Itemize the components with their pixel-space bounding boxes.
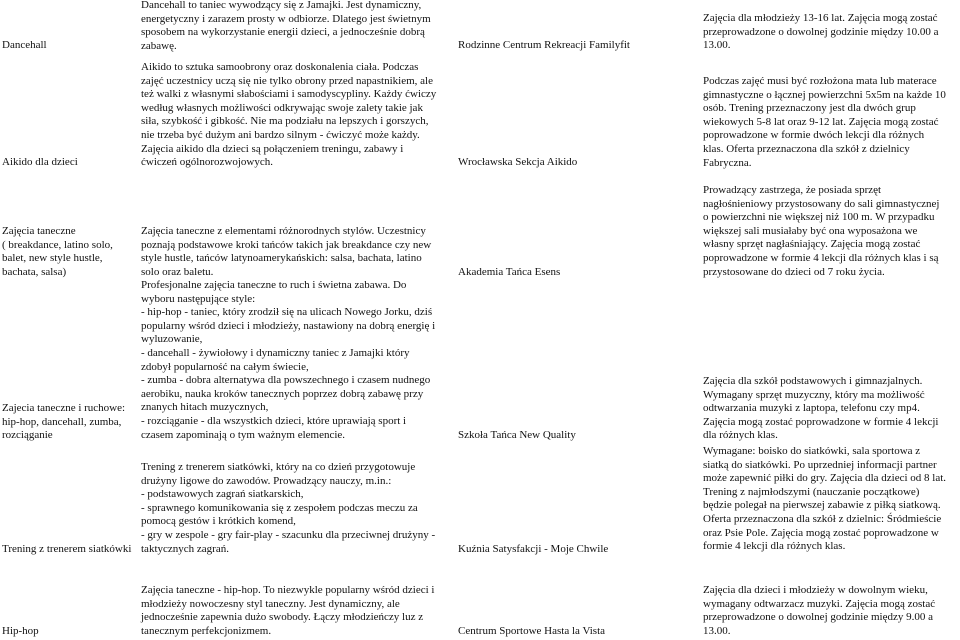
row-1-organizer: Rodzinne Centrum Rekreacji Familyfit	[458, 39, 630, 51]
row-4-organizer: Szkoła Tańca New Quality	[458, 429, 576, 441]
row-6-notes: Zajęcia dla dzieci i młodzieży w dowolnym wieku, wymagany odtwarzacz muzyki. Zajęcia mogą zostać przeprowadzone o dowolnej godzinie między 9.00 a 13.00.	[703, 584, 936, 637]
row-6-organizer: Centrum Sportowe Hasta la Vista	[458, 625, 606, 637]
row-2-organizer: Wrocławska Sekcja Aikido	[458, 156, 578, 168]
row-2-notes: Podczas zajęć musi być rozłożona mata lub materace gimnastyczne o łącznej powierzchni 5x5m na każde 10 osób. Trening przeznaczony jest dla dwóch grup wiekowych 5-8 lat oraz 9-12 lat. Zajęcia mogą zostać poprowadzone w formie dwóch lekcji dla różnych klas. Oferta przeznaczona dla szkół z dzielnicy Fabryczna.	[703, 75, 946, 169]
row-3-notes: Prowadzący zastrzega, że posiada sprzęt nagłośnieniowy przystosowany do sali gimnastycznej o powierzchni nie większej niż 100 m. W przypadku większej sali musiałaby być ona wyposażona we własny sprzęt nagłaśniający. Zajęcia mogą zostać poprowadzone w formie 4 lekcji dla różnych klas i są przystosowane do dzieci od 7 roku życia.	[703, 184, 940, 278]
row-1-description: Dancehall to taniec wywodzący się z Jamajki. Jest dynamiczny, energetyczny i zarazem prosty w odbiorze. Dlatego jest świetnym sposobem na wykorzystanie energii dzieci, a jednocześnie dobrą zabawę.	[141, 0, 431, 52]
row-5-description: Trening z trenerem siatkówki, który na co dzień przygotowuje drużyny ligowe do zawodów. Prowadzący nauczy, m.in.: - podstawowych zagrań siatkarskich, - sprawnego komunikowania się z zespołem podczas meczu za pomocą gestów i krótkich komend, - gry w zespole - gry fair-play - szacunku dla przeciwnej drużyny - taktycznych zagrań.	[141, 461, 436, 555]
row-4-activity: Zajecia taneczne i ruchowe: hip-hop, dancehall, zumba, rozciąganie	[2, 402, 126, 442]
row-4-notes: Zajęcia dla szkół podstawowych i gimnazjalnych. Wymagany sprzęt muzyczny, który ma możliwość odtwarzania muzyki z laptopa, telefonu czy mp4. Zajęcia mogą zostać poprowadzone w formie 4 lekcji dla różnych klas.	[703, 375, 939, 442]
row-3-activity: Zajęcia taneczne ( breakdance, latino solo, balet, new style hustle, bachata, salsa)	[2, 225, 113, 278]
row-5-notes: Wymagane: boisko do siatkówki, sala sportowa z siatką do siatkówki. Po uprzedniej informacji partner może zapewnić piłki do gry. Zajęcia dla dzieci od 8 lat. Trening z najmłodszymi (nauczanie początkowe) będzie polegał na pierwszej zabawie z piłką siatkową. Oferta przeznaczona dla szkół z dzielnic: Śródmieście oraz Psie Pole. Zajęcia mogą zostać poprowadzone w formie 4 lekcji dla różnych klas.	[703, 445, 947, 553]
row-2-activity: Aikido dla dzieci	[2, 156, 78, 168]
row-6-description: Zajęcia taneczne - hip-hop. To niezwykle popularny wśród dzieci i młodzieży nowoczesny styl taneczny. Jest dynamiczny, ale jednocześnie zapewnia dużo swobody. Łączy młodzieńczy luz z tanecznym perfekcjonizmem.	[141, 584, 435, 637]
row-5-organizer: Kuźnia Satysfakcji - Moje Chwile	[458, 543, 609, 555]
row-3-description: Zajęcia taneczne z elementami różnorodnych stylów. Uczestnicy poznają podstawowe kroki tańców takich jak breakdance czy new style hustle, tańców latynoamerykańskich: salsa, bachata, latino solo oraz baletu.	[141, 225, 432, 278]
row-6-activity: Hip-hop	[2, 625, 39, 637]
row-1-notes: Zajęcia dla młodzieży 13-16 lat. Zajęcia mogą zostać przeprowadzone o dowolnej godzinie między 10.00 a 13.00.	[703, 12, 939, 52]
row-4-description: Profesjonalne zajęcia taneczne to ruch i świetna zabawa. Do wyboru następujące style: - hip-hop - taniec, który zrodził się na ulicach Nowego Jorku, dziś popularny wśród dzieci i młodzieży, nastawiony na dobrą energię i wyluzowanie, - dancehall - żywiołowy i dynamiczny taniec z Jamajki który zdobył popularność na całym świecie, - zumba - dobra alternatywa dla powszechnego i czasem nudnego aerobiku, nauka kroków tanecznych poprzez dobrą zabawę przy znanych hitach muzycznych, - rozciąganie - dla wszystkich dzieci, które uprawiają sport i czasem zapominają o tym ważnym elemencie.	[141, 279, 436, 441]
row-5-activity: Trening z trenerem siatkówki	[2, 543, 132, 555]
row-1-activity: Dancehall	[2, 39, 47, 51]
row-3-organizer: Akademia Tańca Esens	[458, 266, 561, 278]
row-2-description: Aikido to sztuka samoobrony oraz doskonalenia ciała. Podczas zajęć uczestnicy uczą się nie tylko obrony przed napastnikiem, ale też walki z własnymi słabościami i samodyscypliny. Każdy ćwiczy według własnych możliwości odkrywając swoje zalety takie jak siła, szybkość i gibkość. Nie ma podziału na lepszych i gorszych, nie trzeba być dużym ani bardzo silnym - ćwiczyć może każdy. Zajęcia aikido dla dzieci są połączeniem treningu, zabawy i ćwiczeń ogólnorozwojowych.	[141, 61, 437, 169]
